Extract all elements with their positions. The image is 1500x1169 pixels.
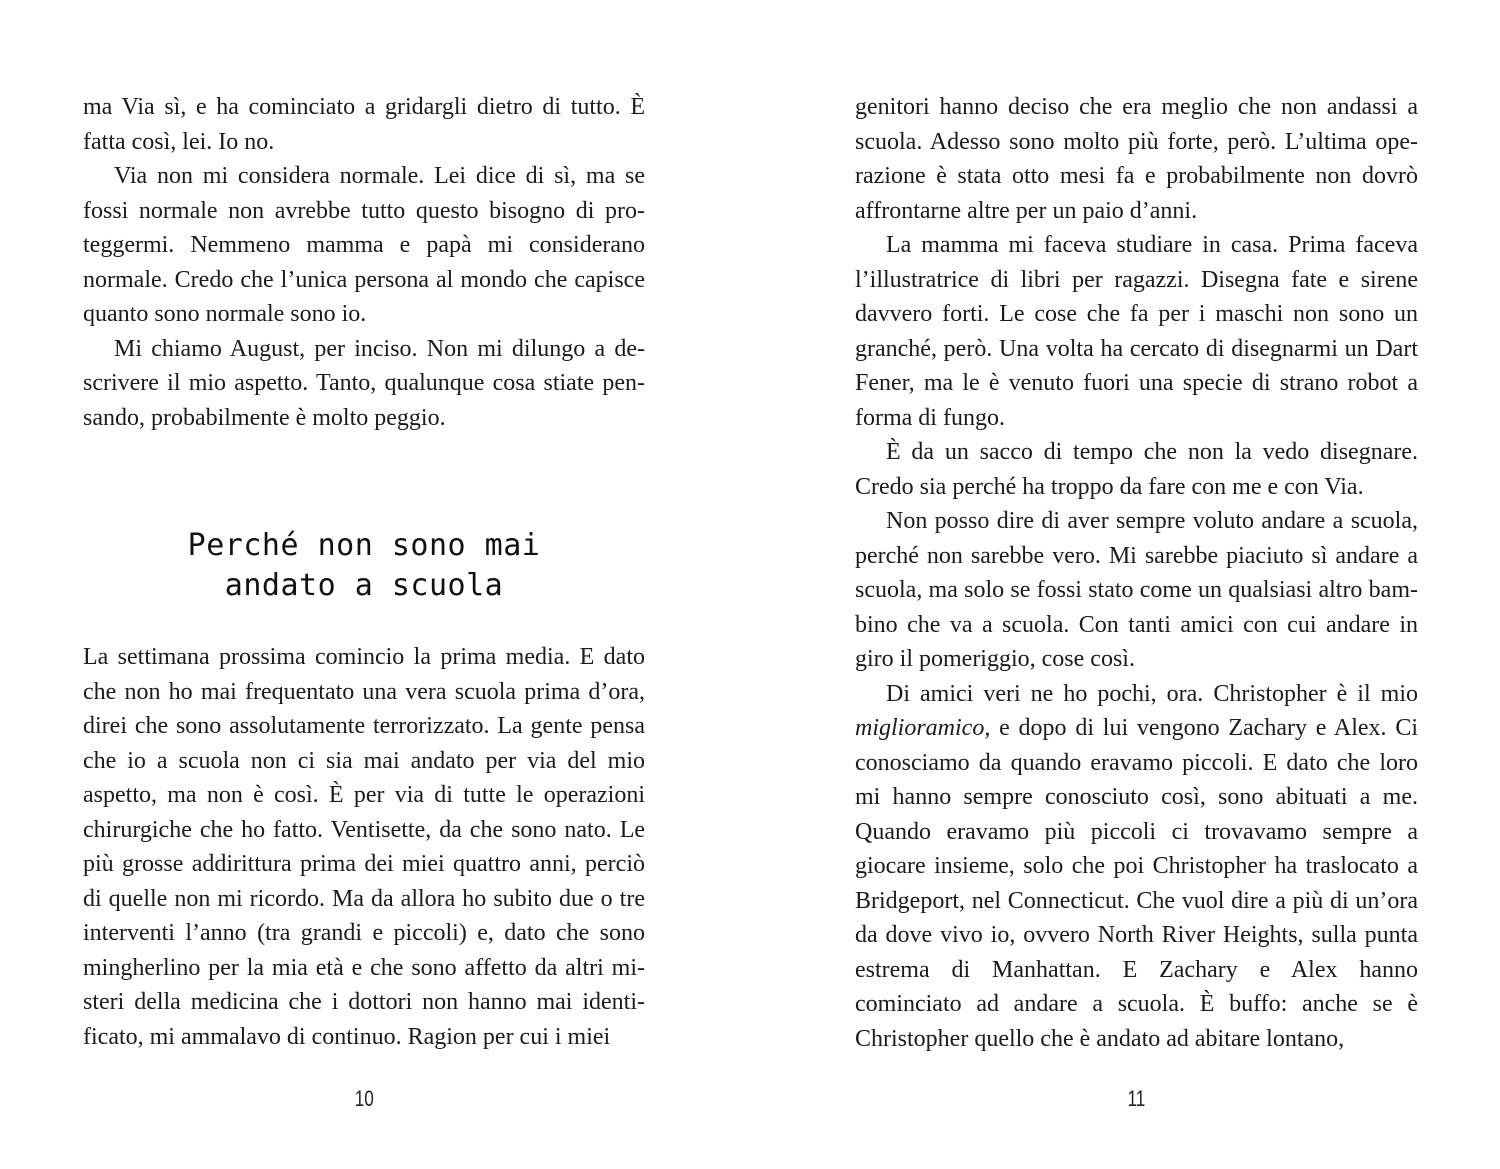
paragraph-continuation: ma Via sì, e ha cominciato a gridargli dietro di tutto. È fatta così, lei. Io no. bbox=[83, 94, 645, 155]
paragraph-text-before-italic: Di amici veri ne ho pochi, ora. Christopher è il mio bbox=[886, 680, 1418, 707]
paragraph: Mi chiamo August, per inciso. Non mi dilungo a descrivere il mio aspetto. Tanto, qualunque cosa stiate pensando, probabilmente è molto peggio. bbox=[83, 335, 645, 431]
paragraph: È da un sacco di tempo che non la vedo disegnare. Credo sia perché ha troppo da fare con me e con Via. bbox=[855, 439, 1418, 500]
page-number-right-value: 11 bbox=[1127, 1086, 1146, 1111]
italic-word: miglioramico bbox=[855, 715, 985, 741]
left-page-bottom-text bbox=[83, 640, 645, 1054]
paragraph: Non posso dire di aver sempre voluto andare a scuola, perché non sarebbe vero. Mi sarebbe piaciuto sì andare a scuola, ma solo se fossi stato come un qualsiasi altro bambino che va a scuola. Con tanti amici con cui andare in giro il pomeriggio, cose così. bbox=[855, 508, 1418, 672]
page-number-left-value: 10 bbox=[354, 1086, 374, 1111]
chapter-heading-line2: andato a scuola bbox=[224, 568, 504, 603]
paragraph: La mamma mi faceva studiare in casa. Prima faceva l’illustratrice di libri per ragazzi. Disegna fate e sirene davvero forti. Le cose che fa per i maschi non sono un granché, però. Una volta ha cercato di disegnarmi un Dart Fener, ma le è venuto fuori una specie di strano robot a forma di fungo. bbox=[855, 232, 1418, 431]
left-page-top-text bbox=[83, 90, 645, 435]
paragraph-text-after-italic: , e dopo di lui vengono Zachary e Alex. Ci conosciamo da quando eravamo piccoli. E dato che loro mi hanno sempre conosciuto così, sono abituati a me. Quando eravamo più piccoli ci trovavamo sempre a giocare insieme, solo che poi Christopher ha traslocato a Bridgeport, nel Connecticut. Che vuol dire a più di un’ora da dove vivo io, ovvero North River Heights, sulla punta estrema di Manhattan. E Zachary e Alex hanno cominciato ad andare a scuola. È buffo: anche se è Christopher quello che è andato ad abitare lontano, bbox=[855, 715, 1418, 1052]
chapter-heading bbox=[83, 526, 645, 606]
paragraph: La settimana prossima comincio la prima media. E dato che non ho mai frequentato una vera scuola prima d’ora, direi che sono assolutamente terrorizzato. La gente pensa che io a scuola non ci sia mai andato per via del mio aspetto, ma non è così. È per via di tutte le operazioni chirurgiche che ho fatto. Ventisette, da che sono nato. Le più grosse addirittura prima dei miei quattro anni, perciò di quelle non mi ricordo. Ma da allora ho subito due o tre interventi l’anno (tra grandi e piccoli) e, dato che sono mingherlino per la mia età e che sono affetto da altri misteri della medicina che i dottori non hanno mai identificato, mi ammalavo di continuo. Ragion per cui i miei bbox=[83, 644, 645, 1050]
right-page-text bbox=[855, 90, 1418, 1056]
paragraph-with-italic bbox=[855, 677, 1418, 1057]
page-number-left bbox=[83, 1088, 645, 1110]
chapter-heading-line1: Perché non sono mai bbox=[187, 528, 541, 563]
paragraph: Via non mi considera normale. Lei dice di sì, ma se fossi normale non avrebbe tutto questo bisogno di proteggermi. Nemmeno mamma e papà mi considerano normale. Credo che l’unica persona al mondo che capisce quanto sono normale sono io. bbox=[83, 163, 645, 327]
paragraph-continuation: genitori hanno deciso che era meglio che non andassi a scuola. Adesso sono molto più forte, però. L’ultima operazione è stata otto mesi fa e probabilmente non dovrò affrontarne altre per un paio d’anni. bbox=[855, 94, 1418, 224]
page-number-right bbox=[855, 1088, 1418, 1110]
